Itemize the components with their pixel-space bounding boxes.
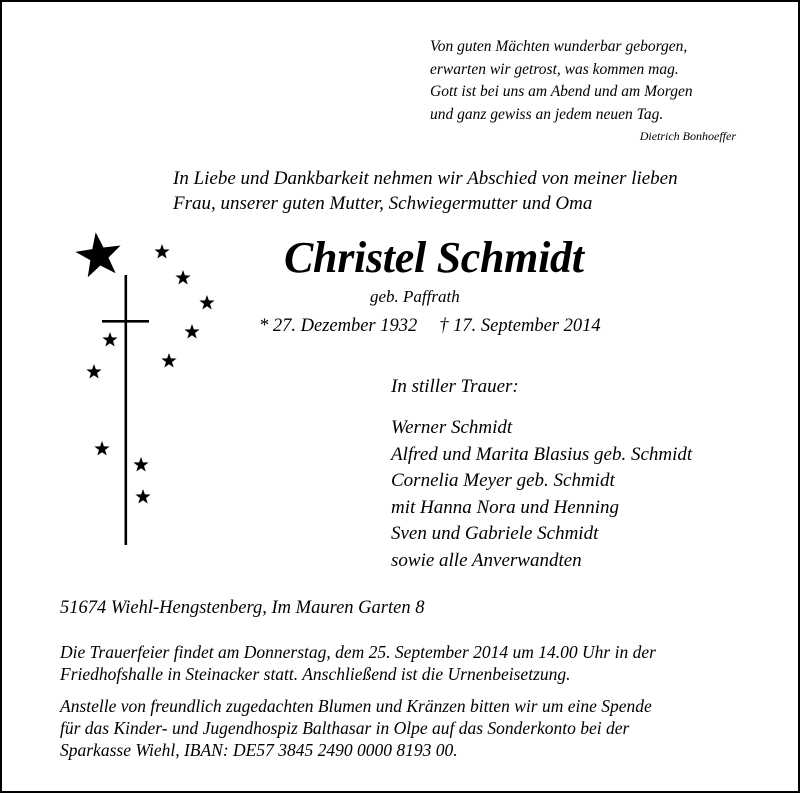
star-icon [133,457,148,471]
cross-with-stars-icon [62,232,222,552]
donation-line: Anstelle von freundlich zugedachten Blumen und Kränzen bitten wir um eine Spende [60,696,652,716]
mourners-list [391,415,692,574]
intro-line: In Liebe und Dankbarkeit nehmen wir Abschied von meiner lieben [173,168,678,189]
donation-line: für das Kinder- und Jugendhospiz Balthasar in Olpe auf das Sonderkonto bei der [60,718,630,738]
star-icon [161,353,176,367]
quote-line: Von guten Mächten wunderbar geborgen, [430,38,688,55]
birth-date: * 27. Dezember 1932 [259,316,418,336]
star-icon [199,295,214,309]
large-star-icon [73,232,124,278]
bonhoeffer-quote [430,36,770,126]
mourner-name: Sven und Gabriele Schmidt [391,523,599,544]
mourner-name: Alfred und Marita Blasius geb. Schmidt [391,443,693,465]
star-icon [154,244,169,258]
death-date: † 17. September 2014 [439,316,601,336]
intro-text [173,166,678,216]
mourner-name: Cornelia Meyer geb. Schmidt [391,470,615,491]
funeral-info [60,641,780,685]
quote-line: Gott ist bei uns am Abend und am Morgen [430,83,693,100]
mourner-name: mit Hanna Nora und Henning [391,496,619,518]
intro-line: Frau, unserer guten Mutter, Schwiegermutter und Oma [173,193,593,214]
star-icon [94,441,109,455]
life-dates [259,316,601,337]
maiden-name: geb. Paffrath [370,287,460,306]
quote-line: und ganz gewiss an jedem neuen Tag. [430,105,664,123]
donation-info [60,695,780,761]
funeral-line: Die Trauerfeier findet am Donnerstag, dem 25. September 2014 um 14.00 Uhr in der [60,642,656,662]
family-address: 51674 Wiehl-Hengstenberg, Im Mauren Garten 8 [60,598,425,618]
star-icon [184,324,199,338]
star-icon [102,332,117,346]
cross-horizontal-bar [102,320,149,323]
star-icon [175,270,190,284]
quote-line: erwarten wir getrost, was kommen mag. [430,60,679,78]
mourner-name: Werner Schmidt [391,417,513,438]
mourning-heading: In stiller Trauer: [391,376,519,397]
funeral-line: Friedhofshalle in Steinacker statt. Anschließend ist die Urnenbeisetzung. [60,664,571,684]
deceased-name: Christel Schmidt [284,233,584,282]
cross-vertical-bar [125,275,128,545]
star-icon [135,489,150,503]
quote-author: Dietrich Bonhoeffer [639,129,736,143]
donation-line: Sparkasse Wiehl, IBAN: DE57 3845 2490 0000 8193 00. [60,740,458,760]
mourner-name: sowie alle Anverwandten [391,549,582,571]
star-icon [86,364,101,378]
